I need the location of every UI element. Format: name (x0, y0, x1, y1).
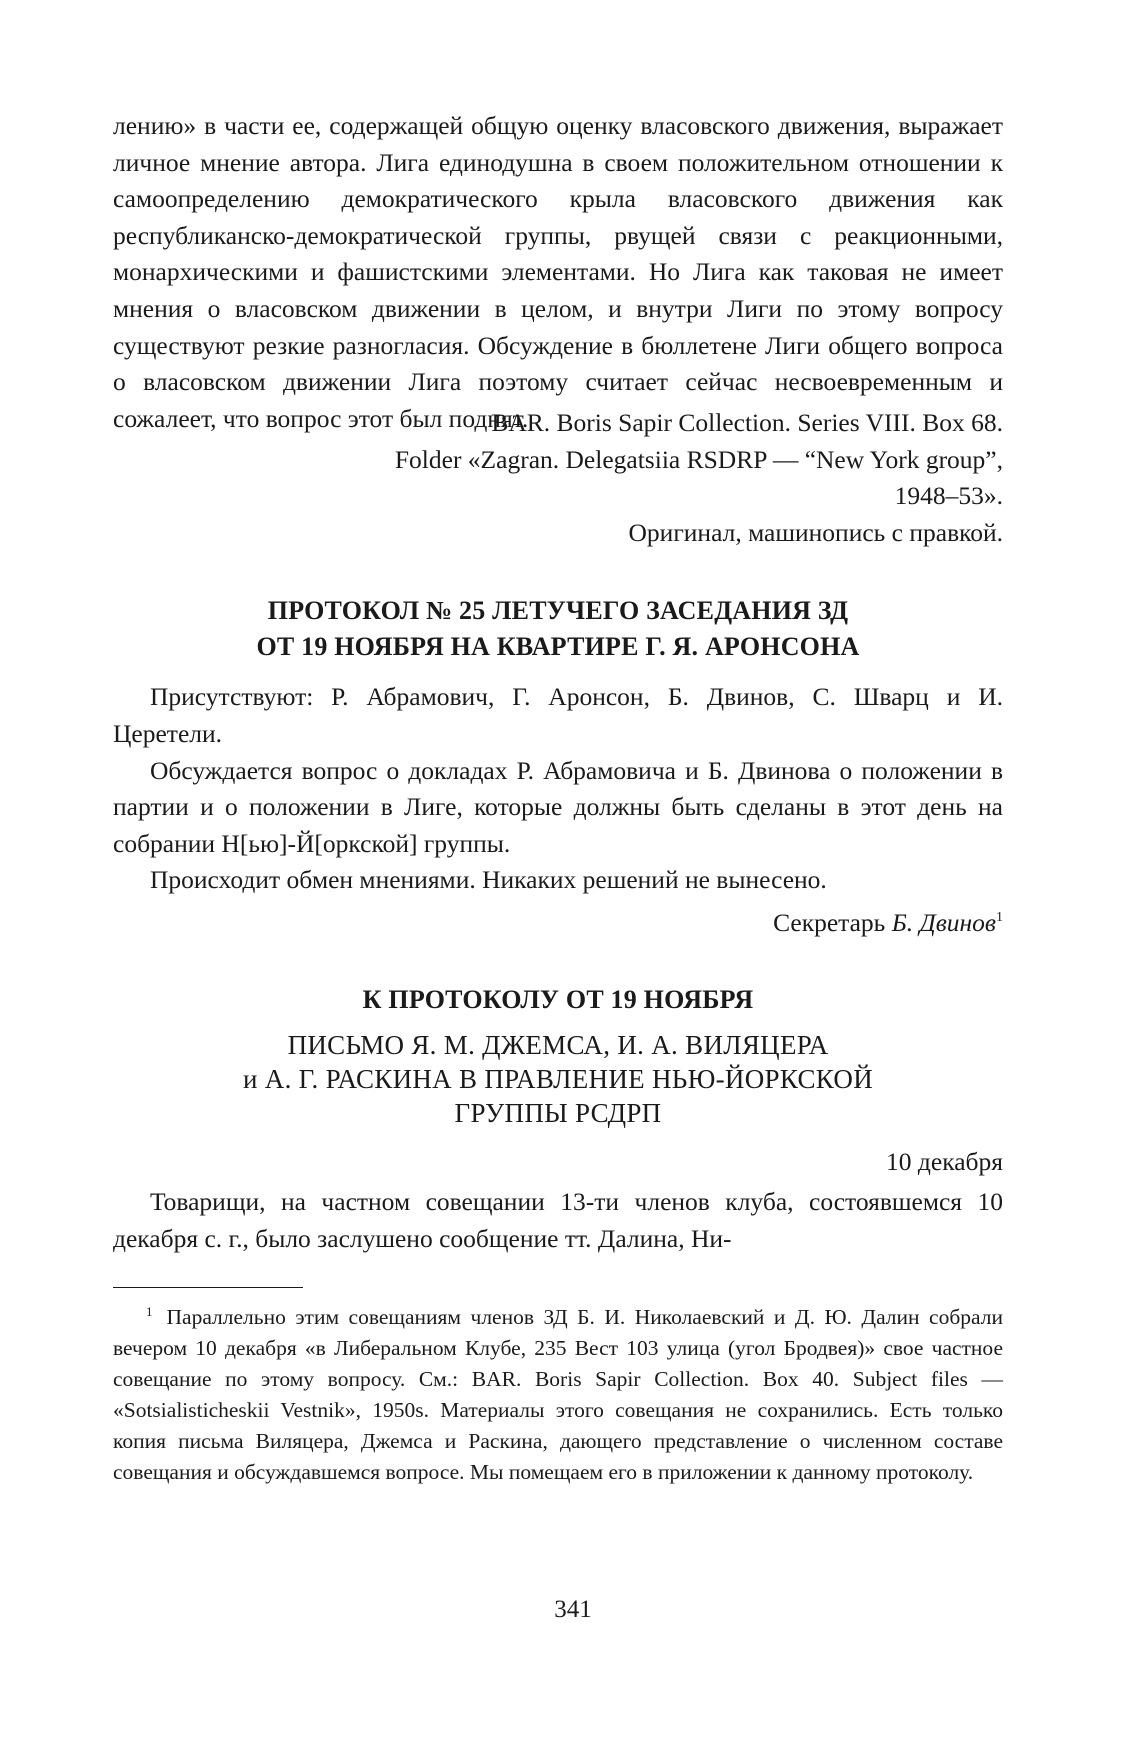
page-number: 341 (554, 1596, 592, 1623)
source-line-2: Folder «Zagran. Delegatsiia RSDRP — “New York group”, (394, 444, 1003, 474)
appendix-title: К ПРОТОКОЛУ ОТ 19 НОЯБРЯ (362, 984, 754, 1014)
secretary-signature (113, 905, 1003, 942)
appendix-subtitle (113, 1028, 1003, 1130)
footnote-reference: 1 (996, 909, 1003, 925)
subtitle-line-1: ПИСЬМО Я. М. ДЖЕМСА, И. А. ВИЛЯЦЕРА (287, 1029, 829, 1060)
subtitle-line-3: ГРУППЫ РСДРП (454, 1097, 662, 1128)
source-line-3: 1948–53». (894, 481, 1003, 511)
source-line-1: BAR. Boris Sapir Collection. Series VIII. Box 68. (491, 408, 1003, 437)
continued-paragraph: лению» в части ее, содержащей общую оценку власовского движения, выражает личное мнение автора. Лига единодушна в своем положительном отношении к самоопределению демократического крыла власовского движения как республиканско-демократической группы, рвущей связи с реакционными, монархическими и фашистскими элементами. Но Лига как таковая не имеет мнения о власовском движении в целом, и внутри Лиги по этому вопросу существуют резкие разногласия. Обсуждение в бюллетене Лиги общего вопроса о власовском движении Лига поэтому считает сейчас несвоевременным и сожалеет, что вопрос этот был поднят. (113, 111, 1003, 433)
letter-paragraph: Товарищи, на частном совещании 13-ти членов клуба, состоявшемся 10 декабря с. г., было заслушено сообщение тт. Далина, Ни- (113, 1187, 1003, 1253)
footnote-marker: 1 (146, 1304, 153, 1320)
protocol-section (113, 593, 1003, 941)
protocol-title-line-1: ПРОТОКОЛ № 25 ЛЕТУЧЕГО ЗАСЕДАНИЯ ЗД (267, 596, 849, 626)
signature-label: Секретарь (773, 907, 886, 937)
footnote-divider (113, 1287, 303, 1288)
discussion-paragraph: Обсуждается вопрос о докладах Р. Абрамовича и Б. Двинова о положении в партии и о положении в Лиге, которые должны быть сделаны в этот день на собрании Н[ью]-Й[оркской] группы. (113, 755, 1003, 858)
signature-name: Б. Двинов (891, 907, 996, 937)
footnote (113, 1302, 1003, 1488)
source-note: Оригинал, машинопись с правкой. (628, 517, 1003, 547)
protocol-title-line-2: ОТ 19 НОЯБРЯ НА КВАРТИРЕ Г. Я. АРОНСОНА (256, 632, 860, 662)
footnote-text: Параллельно этим совещаниям членов ЗД Б. И. Николаевский и Д. Ю. Далин собрали вечером 10 декабря «в Либеральном Клубе, 235 Вест 103 улица (угол Бродвея)» свое частное совещание по этому вопросу. См.: BAR. Boris Sapir Collection. Box 40. Subject files — «Sotsialisticheskii Vestnik», 1950s. Материалы этого совещания не сохранились. Есть только копия письма Виляцера, Джемса и Раскина, дающего представление о численном составе совещания и обсуждавшемся вопросе. Мы помещаем его в приложении к данному протоколу. (113, 1305, 1003, 1485)
outcome-paragraph: Происходит обмен мнениями. Никаких решений не вынесено. (150, 865, 827, 895)
attendees-paragraph: Присутствуют: Р. Абрамович, Г. Аронсон, Б. Двинов, С. Шварц и И. Церетели. (113, 682, 1003, 748)
appendix-section (113, 982, 1003, 1258)
protocol-title (113, 593, 1003, 665)
page-content (113, 108, 1003, 1488)
subtitle-line-2: и А. Г. РАСКИНА В ПРАВЛЕНИЕ НЬЮ-ЙОРКСКОЙ (242, 1063, 874, 1094)
letter-date: 10 декабря (886, 1146, 1003, 1176)
